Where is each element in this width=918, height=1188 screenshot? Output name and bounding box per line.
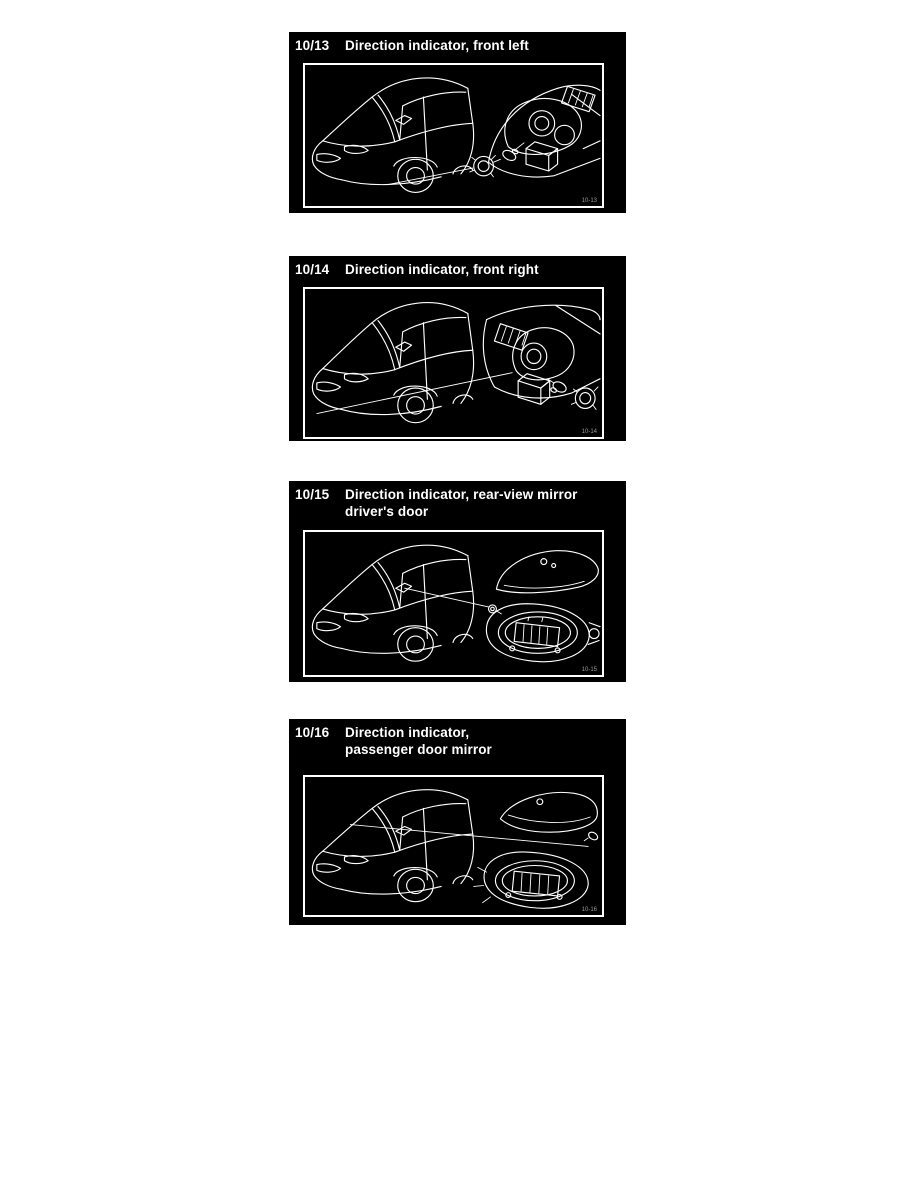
- mirror-housing-illustration: [474, 852, 588, 908]
- driver-mirror-indicator-illustration: [305, 532, 602, 675]
- car-illustration: [312, 303, 473, 423]
- indicator-bulb-illustration: [470, 143, 524, 177]
- figure-number: 10/13: [295, 38, 330, 53]
- figure-panel-passenger-mirror: [289, 719, 626, 925]
- figure-title-text: [345, 724, 622, 758]
- figure-id-label: 10-16: [581, 907, 597, 913]
- car-illustration: [312, 790, 473, 902]
- illustration-frame: [303, 287, 604, 439]
- figure-panel-front-left: [289, 32, 626, 213]
- leader-line: [405, 588, 489, 607]
- passenger-mirror-indicator-illustration: [305, 777, 602, 915]
- car-illustration: [312, 78, 473, 192]
- headlamp-assembly-illustration: [483, 305, 600, 404]
- illustration-frame: [303, 530, 604, 677]
- mirror-cap-illustration: [496, 551, 598, 593]
- front-right-indicator-illustration: [305, 289, 602, 437]
- figure-number: 10/15: [295, 487, 330, 502]
- headlamp-assembly-illustration: [489, 85, 600, 177]
- leader-line: [350, 825, 588, 847]
- figure-panel-front-right: [289, 256, 626, 441]
- mirror-indicator-bulb-illustration: [584, 831, 599, 842]
- figure-title: [289, 719, 626, 758]
- figure-panel-driver-mirror: [289, 481, 626, 682]
- mirror-cap-illustration: [500, 792, 597, 832]
- figure-title-line1: Direction indicator, rear-view mirror: [345, 487, 578, 502]
- figure-title-text: [345, 486, 622, 520]
- illustration-frame: [303, 775, 604, 917]
- figure-number: 10/16: [295, 725, 330, 740]
- leader-line: [388, 168, 473, 185]
- figure-id-label: 10-13: [581, 198, 597, 204]
- figure-title-line2: driver's door: [345, 504, 429, 519]
- car-illustration: [312, 545, 473, 661]
- figure-title-line2: passenger door mirror: [345, 742, 492, 757]
- mirror-housing-illustration: [486, 604, 600, 662]
- illustration-frame: [303, 63, 604, 208]
- figure-title-text: [345, 261, 622, 278]
- figure-title-line1: Direction indicator, front left: [345, 38, 529, 53]
- figure-number: 10/14: [295, 262, 330, 277]
- figure-id-label: 10-14: [581, 429, 597, 435]
- front-left-indicator-illustration: [305, 65, 602, 206]
- figure-title-text: [345, 37, 622, 54]
- figure-id-label: 10-15: [581, 667, 597, 673]
- figure-title: [289, 256, 626, 278]
- figure-title: [289, 481, 626, 520]
- figure-title-line1: Direction indicator, front right: [345, 262, 539, 277]
- figure-title-line1: Direction indicator,: [345, 725, 470, 740]
- leader-line: [317, 373, 512, 414]
- figure-title: [289, 32, 626, 54]
